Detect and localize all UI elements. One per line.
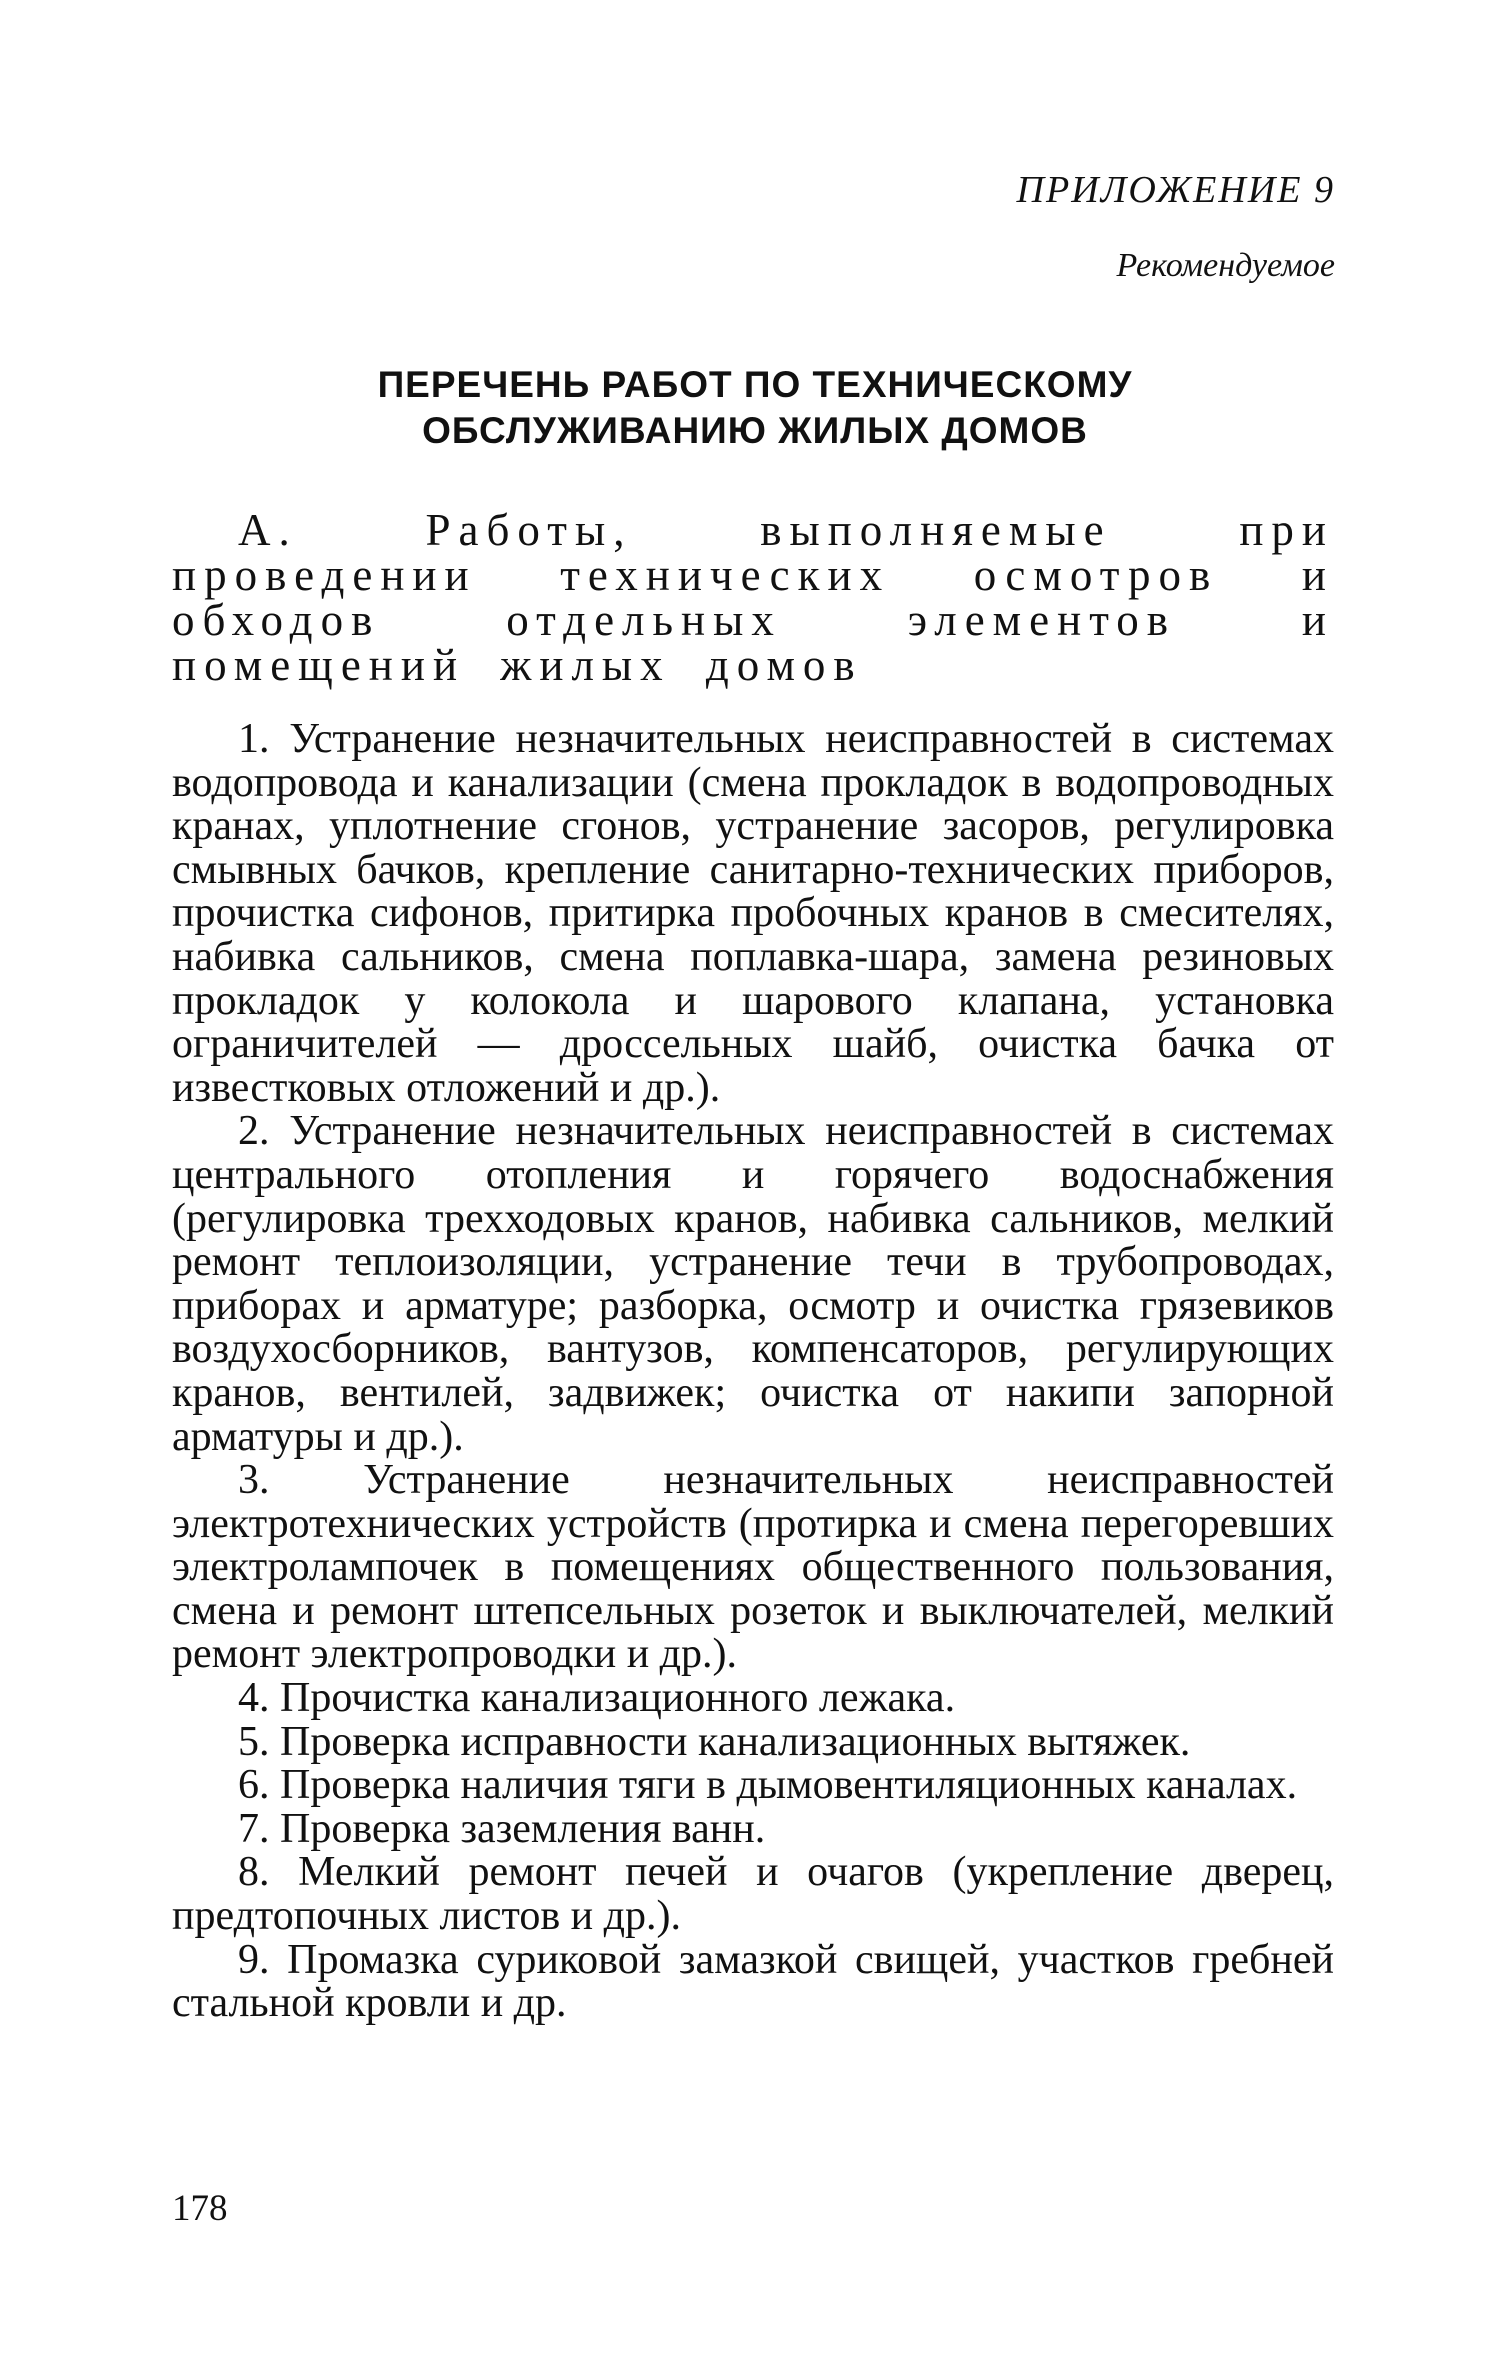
section-heading: А. Работы, выполняемые при проведении технических осмотров и обходов отдельных элементов и помещений жилых домов [172,505,1334,690]
title-line-1: ПЕРЕЧЕНЬ РАБОТ ПО ТЕХНИЧЕСКОМУ [377,364,1133,405]
list-item-5: 5. Проверка исправности канализационных вытяжек. [238,1718,1191,1765]
page-number: 178 [172,2188,228,2229]
appendix-label: ПРИЛОЖЕНИЕ 9 [1016,169,1335,211]
list-item-2: 2. Устранение незначительных неисправностей в системах центрального отопления и горячего водоснабжения (регулировка трехходовых кранов, набивка сальников, мелкий ремонт теплоизоляции, устранение течи в трубопроводах, приборах и арматуре; разборка, осмотр и очистка грязевиков воздухосборников, вантузов, компенсаторов, регулирующих кранов, вентилей, задвижек; очистка от накипи запорной арматуры и др.). [172,1108,1334,1460]
list-item-1: 1. Устранение незначительных неисправностей в системах водопровода и канализации (смена прокладок в водопроводных кранах, уплотнение сгонов, устранение засоров, регулировка смывных бачков, крепление санитарно-технических приборов, прочистка сифонов, притирка пробочных кранов в смесителях, набивка сальников, смена поплавка-шара, замена резиновых прокладок у колокола и шарового клапана, установка ограничителей — дроссельных шайб, очистка бачка от известковых отложений и др.). [172,716,1334,1111]
work-list [172,718,1334,2026]
title-line-2: ОБСЛУЖИВАНИЮ ЖИЛЫХ ДОМОВ [422,410,1088,451]
list-item-8: 8. Мелкий ремонт печей и очагов (укрепление дверец, предтопочных листов и др.). [172,1849,1334,1940]
list-item-9: 9. Промазка суриковой замазкой свищей, участков гребней стальной кровли и др. [172,1936,1334,2027]
list-item-3: 3. Устранение незначительных неисправностей электротехнических устройств (протирка и смена перегоревших электролампочек в помещениях общественного пользования, смена и ремонт штепсельных розеток и выключателей, мелкий ремонт электропроводки и др.). [172,1457,1334,1678]
recommendation-status: Рекомендуемое [1116,247,1335,284]
list-item-4: 4. Прочистка канализационного лежака. [238,1675,956,1722]
page-title [170,362,1340,454]
list-item-6: 6. Проверка наличия тяги в дымовентиляционных каналах. [238,1762,1298,1809]
list-item-7: 7. Проверка заземления ванн. [238,1805,766,1852]
